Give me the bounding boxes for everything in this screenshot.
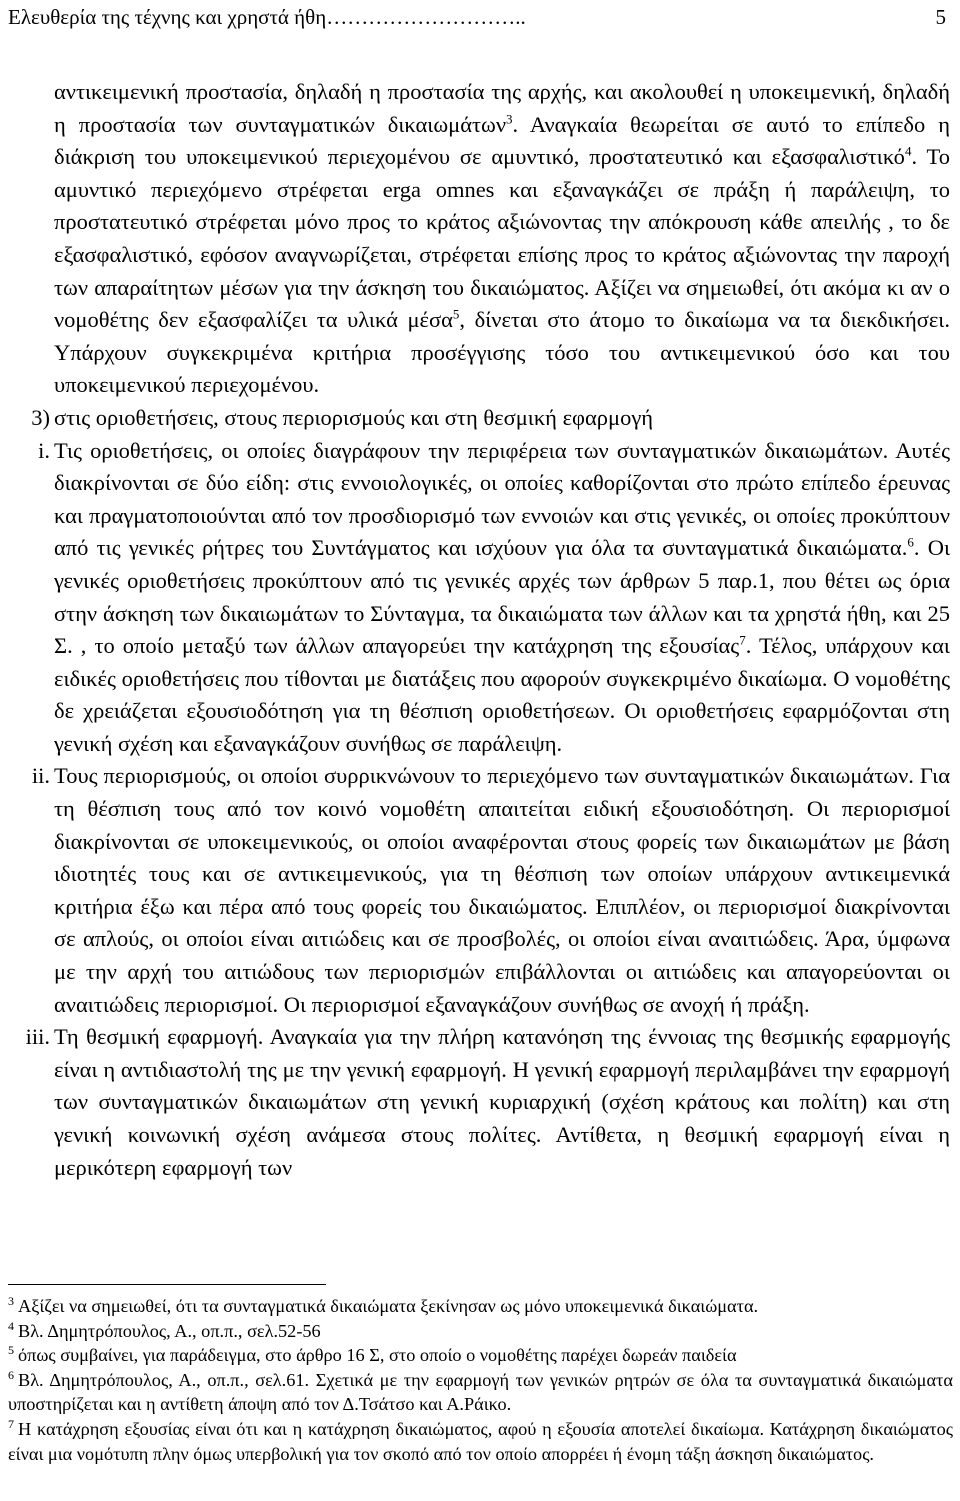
list-item-text: Τις οριοθετήσεις, οι οποίες διαγράφουν την περιφέρεια των συνταγματικών δικαιωμάτων. Αυτές διακρίνονται σε δύο είδη: στις εννοιολογικές, οι οποίες καθορίζονται στο πρώτο επίπεδο έρευνας και πραγματοποιούνται από τον προσδιορισμό των εννοιών και στις γενικές, οι οποίες προκύπτουν από τις γενικές ρήτρες του Συντάγματος και ισχύουν για όλα τα συνταγματικά δικαιώματα.$^6$. Οι γενικές οριοθετήσεις προκύπτουν από τις γενικές αρχές των άρθρων 5 παρ.1, που θέτει ως όρια στην άσκηση των δικαιωμάτων το Σύνταγμα, τα δικαιώματα των άλλων και τα χρηστά ήθη, και 25 Σ. , το οποίο μεταξύ των άλλων απαγορεύει την κατάχρηση της εξουσίας$^7$. Τέλος, υπάρχουν και ειδικές οριοθετήσεις που τίθονται με διατάξεις που αφορούν συγκεκριμένο δικαίωμα. Ο νομοθέτης δε χρειάζεται εξουσιοδότηση για τη θέσπιση οριοθετήσεων. Οι οριοθετήσεις εφαρμόζονται στη γενική σχέση και εξαναγκάζουν συνήθως σε παράλειψη.	[54, 437, 950, 756]
footnote-7: $^7$ Η κατάχρηση εξουσίας είναι ότι και η κατάχρηση δικαιώματος, αφού η εξουσία αποτελεί δικαίωμα. Κατάχρηση δικαιώματος είναι μια νομότυπη πλην όμως υπερβολική για τον σκοπό από τον οποίο απορρέει ή ένομη τάξη άσκηση δικαιώματος.	[8, 1416, 953, 1464]
section-3-text: στις οριοθετήσεις, στους περιορισμούς και στη θεσμική εφαρμογή	[54, 404, 654, 430]
footnote-ref-3[interactable]: 3	[506, 111, 513, 127]
footnote-ref-7[interactable]: 7	[739, 632, 746, 648]
footnote-separator	[8, 1284, 326, 1285]
footnotes	[8, 1294, 953, 1466]
list-item-text: Τη θεσμική εφαρμογή. Αναγκαία για την πλήρη κατανόηση της έννοιας της θεσμικής εφαρμογής είναι η αντιδιαστολή της με την γενική εφαρμογή. Η γενική εφαρμογή περιλαμβάνει την εφαρμογή των συνταγματικών δικαιωμάτων στη γενική κυριαρχική (σχέση κράτους και πολίτη) και στη γενική κοινωνική σχέση ανάμεσα στους πολίτες. Αντίθετα, η θεσμική εφαρμογή είναι η μερικότερη εφαρμογή των	[54, 1024, 950, 1180]
footnote-3: $^3$ Αξίζει να σημειωθεί, ότι τα συνταγματικά δικαιώματα ξεκίνησαν ως μόνο υποκειμενικά δικαιώματα.	[8, 1293, 759, 1316]
footnote-6: $^6$ Βλ. Δημητρόπουλος, Α., οπ.π., σελ.61. Σχετικά με την εφαρμογή των γενικών ρητρών σε όλα τα συνταγματικά δικαιώματα υποστηρίζεται και η αντίθετη άποψη από τον Δ.Τσάτσο και Α.Ράικο.	[8, 1367, 953, 1415]
list-item-ii	[31, 760, 950, 1021]
footnote-ref-5[interactable]: 5	[452, 306, 460, 322]
running-header	[8, 2, 948, 32]
running-title: Ελευθερία της τέχνης και χρηστά ήθη………………………..	[8, 5, 526, 29]
footnote-4: $^4$ Βλ. Δημητρόπουλος, Α., οπ.π., σελ.52-56	[8, 1318, 321, 1341]
list-marker: i.	[38, 437, 50, 463]
list-marker: ii.	[31, 763, 50, 789]
footnote-5: $^5$ όπως συμβαίνει, για παράδειγμα, στο άρθρο 16 Σ, στο οποίο ο νομοθέτης παρέχει δωρεάν παιδεία	[8, 1343, 737, 1366]
list-item-iii	[25, 1021, 950, 1184]
footnote-ref-6[interactable]: 6	[907, 534, 914, 550]
list-marker: 3)	[31, 404, 50, 430]
footnote-ref-4[interactable]: 4	[904, 143, 912, 159]
list-item-text: Τους περιορισμούς, οι οποίοι συρρικνώνουν το περιεχόμενο των συνταγματικών δικαιωμάτων. Για τη θέσπιση τους από τον κοινό νομοθέτη απαιτείται ειδική εξουσιοδότηση. Οι περιορισμοί διακρίνονται σε υποκειμενικούς, οι οποίοι αναφέρονται στους φορείς των δικαιωμάτων με βάση ιδιοτητές τους και σε αντικειμενικούς, για τη θέσπιση των οποίων υπάρχουν αντικειμενικά κριτήρια έξω και πέρα από τους φορείς του δικαιώματος. Επιπλέον, οι περιορισμοί διακρίνονται σε απλούς, οι οποίοι είναι αιτιώδεις και σε προσβολές, οι οποίοι είναι αναιτιώδεις. Άρα, ύμφωνα με την αρχή του αιτιώδους των περιορισμών επιβάλλονται οι αιτιώδεις και απαγορεύονται οι αναιτιώδεις περιορισμοί. Οι περιορισμοί εξαναγκάζουν συνήθως σε ανοχή ή πράξη.	[54, 763, 950, 1017]
main-text	[25, 76, 950, 1184]
page-number: 5	[935, 5, 946, 29]
list-marker: iii.	[25, 1024, 50, 1050]
list-item-i	[38, 435, 950, 761]
intro-paragraph: αντικειμενική προστασία, δηλαδή η προστασία της αρχής, και ακολουθεί η υποκειμενική, δηλαδή η προστασία των συνταγματικών δικαιωμάτων$^3$. Αναγκαία θεωρείται σε αυτό το επίπεδο η διάκριση του υποκειμενικού περιεχομένου σε αμυντικό, προστατευτικό και εξασφαλιστικό$^4$. Το αμυντικό περιεχόμενο στρέφεται erga omnes και εξαναγκάζει σε πράξη ή παράλειψη, το προστατευτικό στρέφεται μόνο προς το κράτος αξιώνοντας την απόκρουση κάθε απειλής , το δε εξασφαλιστικό, εφόσον αναγνωρίζεται, στρέφεται επίσης προς το κράτος αξιώνοντας την παροχή των απαραίτητων μέσων για την άσκηση του δικαιώματος. Αξίζει να σημειωθεί, ότι ακόμα κι αν ο νομοθέτης δεν εξασφαλίζει τα υλικά μέσα$^5$, δίνεται στο άτομο το δικαίωμα να τα διεκδικήσει. Υπάρχουν συγκεκριμένα κριτήρια προσέγγισης τόσο του αντικειμενικού όσο και του υποκειμενικού περιεχομένου.	[54, 79, 950, 398]
section-3-heading	[31, 402, 950, 435]
